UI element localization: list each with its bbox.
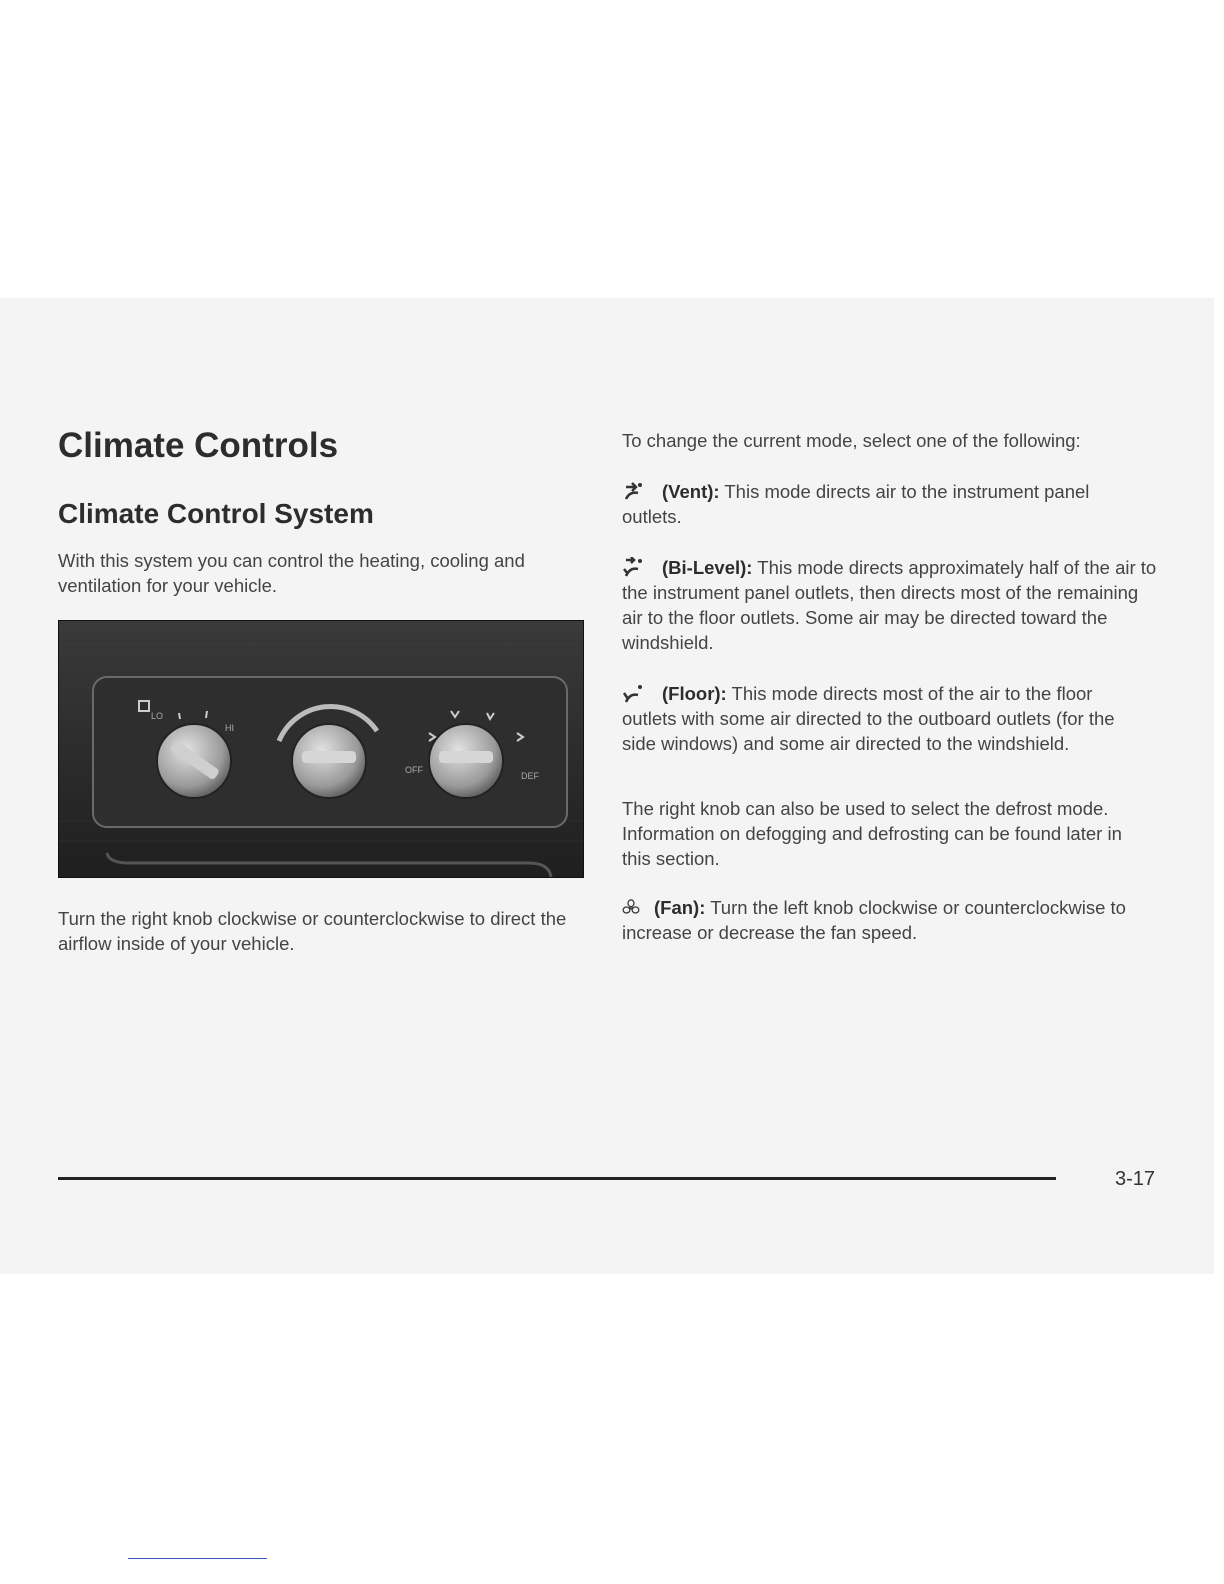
mode-floor xyxy=(622,681,1152,756)
bottom-underline xyxy=(128,1558,267,1559)
bi-level-label: (Bi-Level): xyxy=(662,557,753,578)
vent-label: (Vent): xyxy=(662,481,720,502)
mode-lead-text: To change the current mode, select one of the following: xyxy=(622,430,1081,451)
fan-text: Turn the left knob clockwise or counterclockwise to increase or decrease the fan speed. xyxy=(622,897,1126,943)
fan-low-label: LO xyxy=(151,711,164,721)
climate-control-panel-photo xyxy=(58,620,584,878)
fan-high-label: HI xyxy=(225,723,234,733)
defrost-note: The right knob can also be used to select the defrost mode. Information on defogging and defrosting can be found later in this section. xyxy=(622,798,1122,869)
floor-label: (Floor): xyxy=(662,683,727,704)
section-title: Climate Control System xyxy=(58,498,374,529)
page-number: 3-17 xyxy=(1115,1168,1156,1190)
fan-icon xyxy=(622,897,646,917)
footer-rule xyxy=(58,1177,1056,1180)
photo-caption: Turn the right knob clockwise or counterclockwise to direct the airflow inside of your vehicle. xyxy=(58,908,567,954)
intro-paragraph: With this system you can control the heating, cooling and ventilation for your vehicle. xyxy=(58,550,525,596)
fan-description xyxy=(622,895,1167,945)
mode-def-label: DEF xyxy=(521,771,539,781)
vent-mode-icon xyxy=(622,481,654,501)
floor-mode-icon xyxy=(622,683,654,703)
fan-label: (Fan): xyxy=(654,897,706,918)
vent-text: This mode directs air to the instrument panel outlets. xyxy=(622,481,1090,527)
floor-text: This mode directs most of the air to the floor outlets with some air directed to the outboard outlets (for the side windows) and some air directed to the windshield. xyxy=(622,683,1115,754)
mode-vent xyxy=(622,479,1122,529)
mode-off-label: OFF xyxy=(405,765,423,775)
bi-level-text: This mode directs approximately half of the air to the instrument panel outlets, then directs most of the remaining air to the floor outlets. Some air may be directed toward the windshield. xyxy=(622,557,1157,653)
mode-bi-level xyxy=(622,555,1157,655)
bi-level-mode-icon xyxy=(622,557,654,577)
page-title: Climate Controls xyxy=(58,426,339,465)
